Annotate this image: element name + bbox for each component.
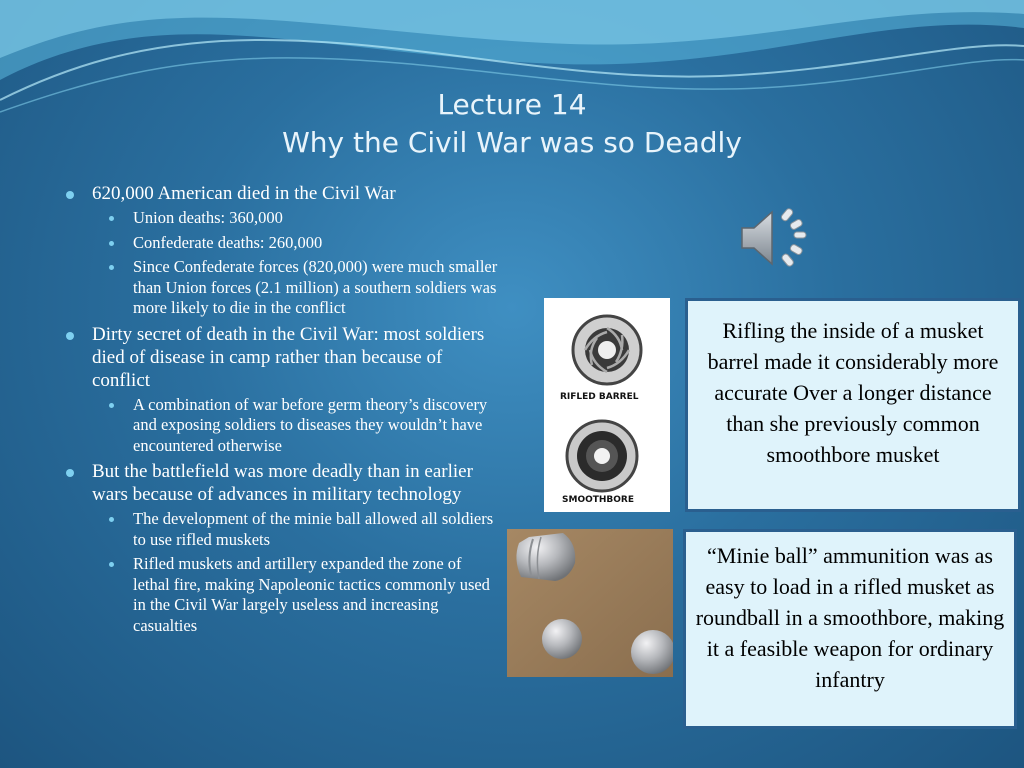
sub-bullet-item: A combination of war before germ theory’s discovery and exposing soldiers to diseases they wouldn’t have encountered otherwise bbox=[62, 395, 502, 457]
title-line-2: Why the Civil War was so Deadly bbox=[282, 126, 742, 159]
barrel-cross-section-image bbox=[544, 298, 670, 512]
smoothbore-diagram bbox=[567, 421, 637, 491]
sub-bullet-item: Union deaths: 360,000 bbox=[62, 208, 502, 229]
bullet-item: But the battlefield was more deadly than in earlier wars because of advances in military technology bbox=[62, 460, 502, 506]
sub-bullet-item: The development of the minie ball allowed all soldiers to use rifled muskets bbox=[62, 509, 502, 550]
speaker-icon[interactable] bbox=[738, 204, 812, 270]
minie-ball-callout: “Minie ball” ammunition was as easy to load in a rifled musket as roundball in a smoothbore, making it a feasible weapon for ordinary infantry bbox=[683, 529, 1017, 729]
slide-title bbox=[0, 86, 1024, 162]
bullet-list bbox=[62, 182, 502, 640]
title-line-1: Lecture 14 bbox=[437, 88, 587, 121]
sub-bullet-list bbox=[62, 208, 502, 319]
rifled-barrel-diagram bbox=[573, 316, 641, 384]
rifling-callout: Rifling the inside of a musket barrel made it considerably more accurate Over a longer distance than she previously common smoothbore musket bbox=[685, 298, 1021, 512]
bullet-item: 620,000 American died in the Civil War bbox=[62, 182, 502, 205]
bullet-item: Dirty secret of death in the Civil War: most soldiers died of disease in camp rather than because of conflict bbox=[62, 323, 502, 392]
sub-bullet-list bbox=[62, 395, 502, 457]
sub-bullet-item: Since Confederate forces (820,000) were much smaller than Union forces (2.1 million) a southern soldiers was more likely to die in the conflict bbox=[62, 257, 502, 319]
rifled-label: RIFLED BARREL bbox=[560, 392, 639, 402]
sub-bullet-item: Rifled muskets and artillery expanded the zone of lethal fire, making Napoleonic tactics commonly used in the Civil War largely useless and increasing casualties bbox=[62, 554, 502, 636]
sub-bullet-item: Confederate deaths: 260,000 bbox=[62, 233, 502, 254]
smoothbore-label: SMOOTHBORE bbox=[562, 495, 634, 505]
minie-ball-photo bbox=[507, 529, 673, 677]
sub-bullet-list bbox=[62, 509, 502, 636]
